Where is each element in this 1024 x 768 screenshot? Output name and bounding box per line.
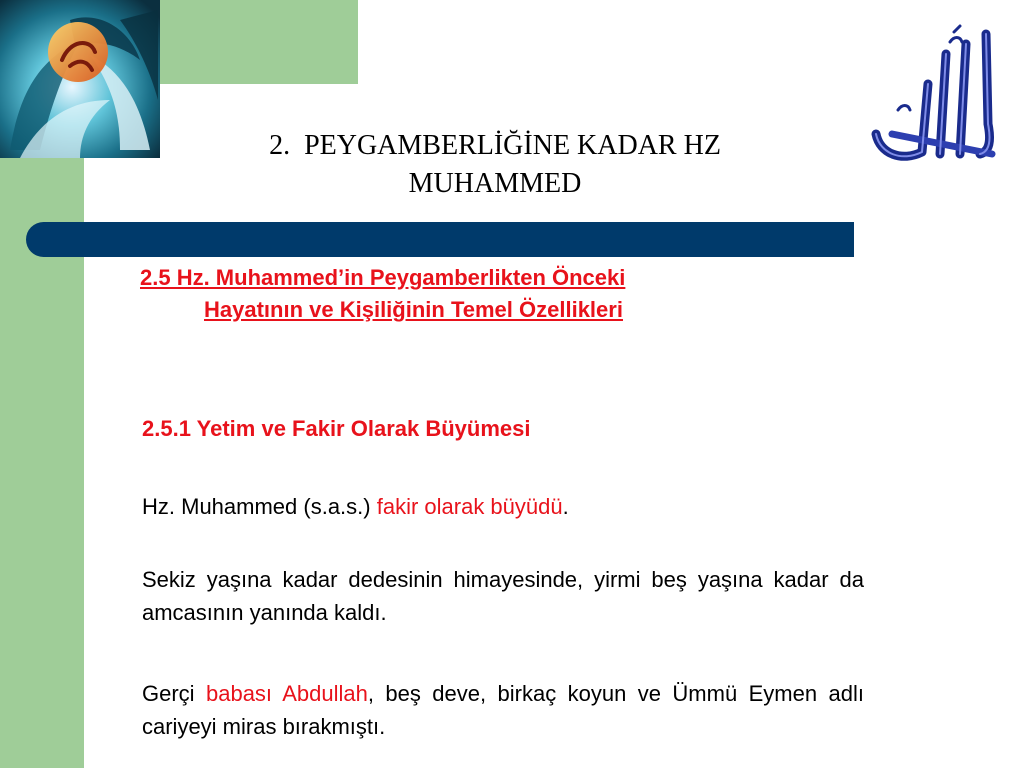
paragraph-1-prefix: Hz. Muhammed (s.a.s.) [142, 494, 377, 519]
title-number: 2. [269, 130, 291, 161]
paragraph-1 [142, 490, 864, 523]
paragraph-3-prefix: Gerçi [142, 681, 206, 706]
title-divider-bar [26, 222, 854, 257]
paragraph-1-suffix: . [562, 494, 569, 519]
paragraph-3 [142, 677, 864, 743]
subtitle-line2: Hayatının ve Kişiliğinin Temel Özellikleri [204, 297, 623, 322]
paragraph-3-suffix: , beş deve, birkaç koyun ve Ümmü Eymen adlı cariyeyi miras bırakmıştı. [142, 681, 864, 739]
corner-calligraphy-art [0, 0, 160, 158]
title-line1: PEYGAMBERLİĞİNE KADAR HZ [304, 130, 721, 161]
paragraph-2: Sekiz yaşına kadar dedesinin himayesinde, yirmi beş yaşına kadar da amcasının yanında kaldı. [142, 567, 864, 625]
title-line2: MUHAMMED [408, 168, 582, 199]
paragraph-3-highlight: babası Abdullah [205, 681, 368, 706]
paragraph-1-highlight: fakir olarak büyüdü [376, 494, 563, 519]
section-subtitle [140, 262, 840, 326]
slide-title [175, 127, 815, 203]
subtitle-line1: 2.5 Hz. Muhammed’in Peygamberlikten Önceki [140, 265, 626, 290]
section-heading: 2.5.1 Yetim ve Fakir Olarak Büyümesi [142, 416, 531, 441]
allah-calligraphy-image [862, 14, 1004, 166]
